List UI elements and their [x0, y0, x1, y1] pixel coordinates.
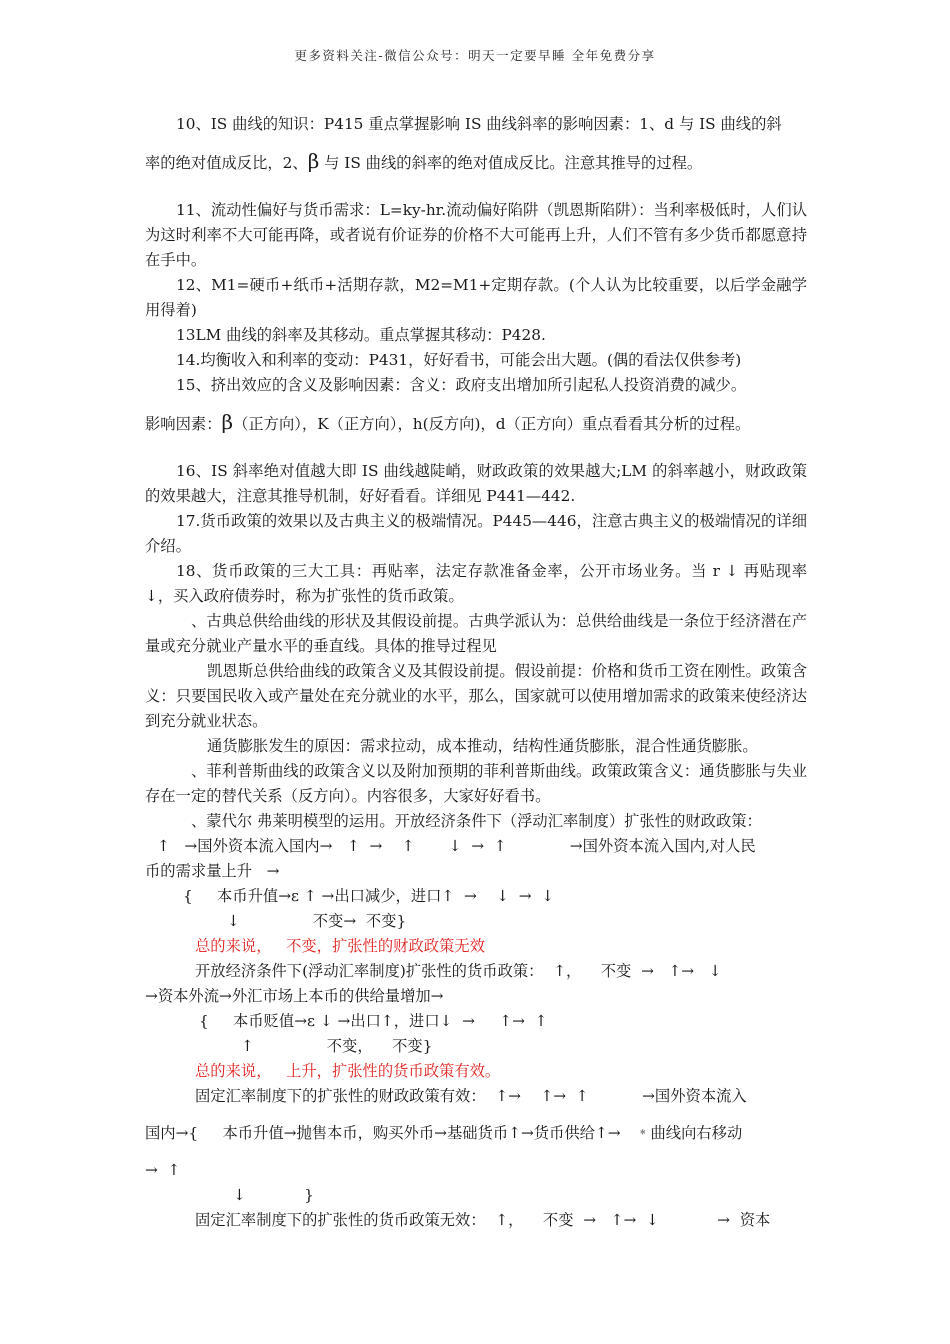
item-20: 凯恩斯总供给曲线的政策含义及其假设前提。假设前提：价格和货币工资在刚性。政策含义：只要国民收入或产量处在充分就业的水平，那么，国家就可以使用增加需求的政策来使经济达到充分就业状态。: [145, 662, 807, 730]
summary-monetary-floating: 总的来说， 上升，扩张性的货币政策有效。: [195, 1062, 501, 1080]
flow-line-3: { 本币升值→ε ↑ →出口减少，进口↑ → ↓ → ↓: [183, 887, 555, 905]
item-17: 17.货币政策的效果以及古典主义的极端情况。P445—446，注意古典主义的极端情况的详细介绍。: [145, 512, 807, 555]
item-23: 、蒙代尔 弗莱明模型的运用。开放经济条件下（浮动汇率制度）扩张性的财政政策：: [191, 812, 762, 830]
item-18: 18、货币政策的三大工具：再贴率，法定存款准备金率，公开市场业务。当 r ↓ 再贴现率↓，买入政府债券时，称为扩张性的货币政策。: [145, 562, 807, 605]
monetary-floating-line-1: 开放经济条件下(浮动汇率制度)扩张性的货币政策： ↑， 不变 → ↑→ ↓: [195, 962, 722, 980]
flow-line-1: ↑ →国外资本流入国内→ ↑ → ↑ ↓ → ↑ →国外资本流入国内,对人民: [157, 837, 756, 855]
item-10-line2: [145, 149, 807, 176]
page-header: 更多资料关注-微信公众号：明天一定要早睡 全年免费分享: [294, 48, 656, 63]
fixed-fiscal-line-2: 国内→{ 本币升值→抛售本币，购买外币→基础货币↑→货币供给↑→ ﹡曲线向右移动: [145, 1124, 743, 1142]
item-15-text: （正方向），K（正方向），h(反方向)，d（正方向）重点看看其分析的过程。: [233, 415, 751, 433]
flow-line-2: 币的需求量上升 →: [145, 862, 280, 880]
item-21: 通货膨胀发生的原因：需求拉动，成本推动，结构性通货膨胀，混合性通货膨胀。: [207, 737, 758, 755]
summary-fiscal-floating: 总的来说， 不变，扩张性的财政政策无效: [195, 937, 485, 955]
item-15-line2: [145, 410, 807, 437]
item-10-text-b: 与 IS 曲线的斜率的绝对值成反比。注意其推导的过程。: [319, 154, 703, 172]
item-15-label: 影响因素：: [145, 415, 222, 433]
item-13: 13LM 曲线的斜率及其移动。重点掌握其移动：P428.: [176, 326, 546, 344]
monetary-floating-line-4: ↑ 不变， 不变}: [241, 1037, 433, 1055]
beta-symbol: β: [307, 149, 320, 173]
fixed-monetary-line-1: 固定汇率制度下的扩张性的货币政策无效： ↑， 不变 → ↑→ ↓ → 资本: [195, 1211, 771, 1229]
item-10-line1: 10、IS 曲线的知识：P415 重点掌握影响 IS 曲线斜率的影响因素：1、d 与 IS 曲线的斜: [176, 115, 782, 133]
item-19: 、古典总供给曲线的形状及其假设前提。古典学派认为：总供给曲线是一条位于经济潜在产量或充分就业产量水平的垂直线。具体的推导过程见: [145, 612, 807, 655]
item-12: 12、M1=硬币+纸币+活期存款，M2=M1+定期存款。(个人认为比较重要，以后学金融学用得着): [145, 276, 807, 319]
monetary-floating-line-2: →资本外流→外汇市场上本币的供给量增加→: [145, 987, 444, 1005]
flow-line-4: ↓ 不变→ 不变}: [227, 912, 407, 930]
fixed-fiscal-line-1: 固定汇率制度下的扩张性的财政政策有效： ↑→ ↑→ ↑ →国外资本流入: [195, 1087, 747, 1105]
item-14: 14.均衡收入和利率的变动：P431，好好看书，可能会出大题。(偶的看法仅供参考): [176, 351, 742, 369]
item-22: 、菲利普斯曲线的政策含义以及附加预期的菲利普斯曲线。政策政策含义：通货膨胀与失业存在一定的替代关系（反方向）。内容很多，大家好好看书。: [145, 762, 807, 805]
item-10-text-a: 率的绝对值成反比，2、: [145, 154, 308, 172]
item-15-line1: 15、挤出效应的含义及影响因素：含义：政府支出增加所引起私人投资消费的减少。: [176, 376, 747, 394]
document-body: [145, 112, 807, 1233]
fixed-fiscal-line-3: → ↑: [145, 1161, 181, 1179]
item-11: 11、流动性偏好与货币需求：L=ky-hr.流动偏好陷阱（凯恩斯陷阱）：当利率极低时，人们认为这时利率不大可能再降，或者说有价证券的价格不大可能再上升，人们不管有多少货币都愿意持在手中。: [145, 201, 807, 269]
item-16: 16、IS 斜率绝对值越大即 IS 曲线越陡峭，财政政策的效果越大;LM 的斜率越小，财政政策的效果越大，注意其推导机制，好好看看。详细见 P441—442.: [145, 462, 807, 505]
beta-symbol-2: β: [221, 410, 234, 434]
fixed-fiscal-line-4: ↓ }: [233, 1186, 314, 1204]
monetary-floating-line-3: { 本币贬值→ε ↓ →出口↑，进口↓ → ↑→ ↑: [199, 1012, 548, 1030]
